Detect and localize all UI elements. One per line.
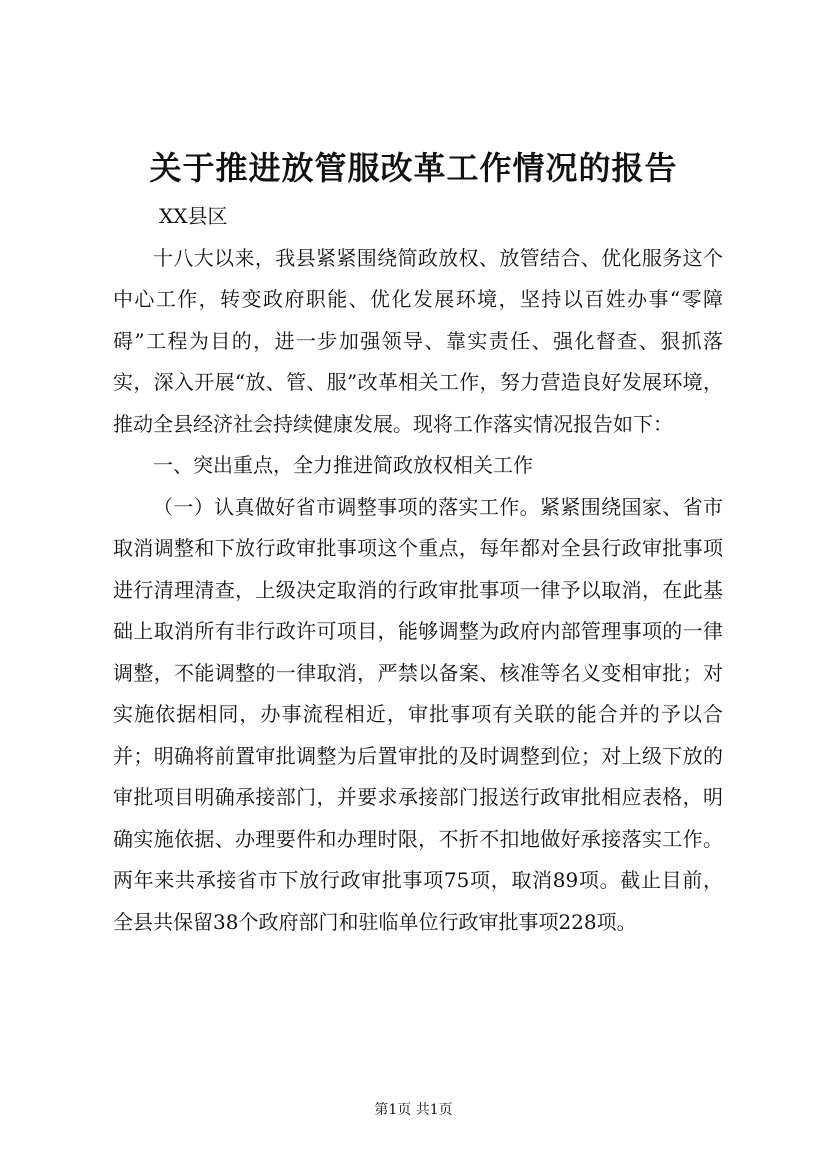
paragraph-subsection-1: （一）认真做好省市调整事项的落实工作。紧紧围绕国家、省市取消调整和下放行政审批事项这个重点，每年都对全县行政审批事项进行清理清查，上级决定取消的行政审批事项一律予以取消，在此基础上取消所有非行政许可项目，能够调整为政府内部管理事项的一律调整，不能调整的一律取消，严禁以备案、核准等名义变相审批；对实施依据相同，办事流程相近，审批事项有关联的能合并的予以合并；明确将前置审批调整为后置审批的及时调整到位；对上级下放的审批项目明确承接部门，并要求承接部门报送行政审批相应表格，明确实施依据、办理要件和办理时限，不折不扣地做好承接落实工作。两年来共承接省市下放行政审批事项75项，取消89项。截止目前，全县共保留38个政府部门和驻临单位行政审批事项228项。: [113, 494, 723, 934]
document-title: 关于推进放管服改革工作情况的报告: [149, 149, 678, 187]
document-body: [113, 196, 723, 943]
author-line: XX县区: [159, 204, 228, 228]
section-heading: 一、突出重点，全力推进简政放权相关工作: [153, 453, 533, 477]
page-footer: 第1页 共1页: [374, 1102, 453, 1118]
paragraph-intro: 十八大以来，我县紧紧围绕简政放权、放管结合、优化服务这个中心工作，转变政府职能、优化发展环境，坚持以百姓办事“零障碍”工程为目的，进一步加强领导、靠实责任、强化督查、狠抓落实，深入开展“放、管、服”改革相关工作，努力营造良好发展环境，推动全县经济社会持续健康发展。现将工作落实情况报告如下：: [113, 245, 723, 436]
